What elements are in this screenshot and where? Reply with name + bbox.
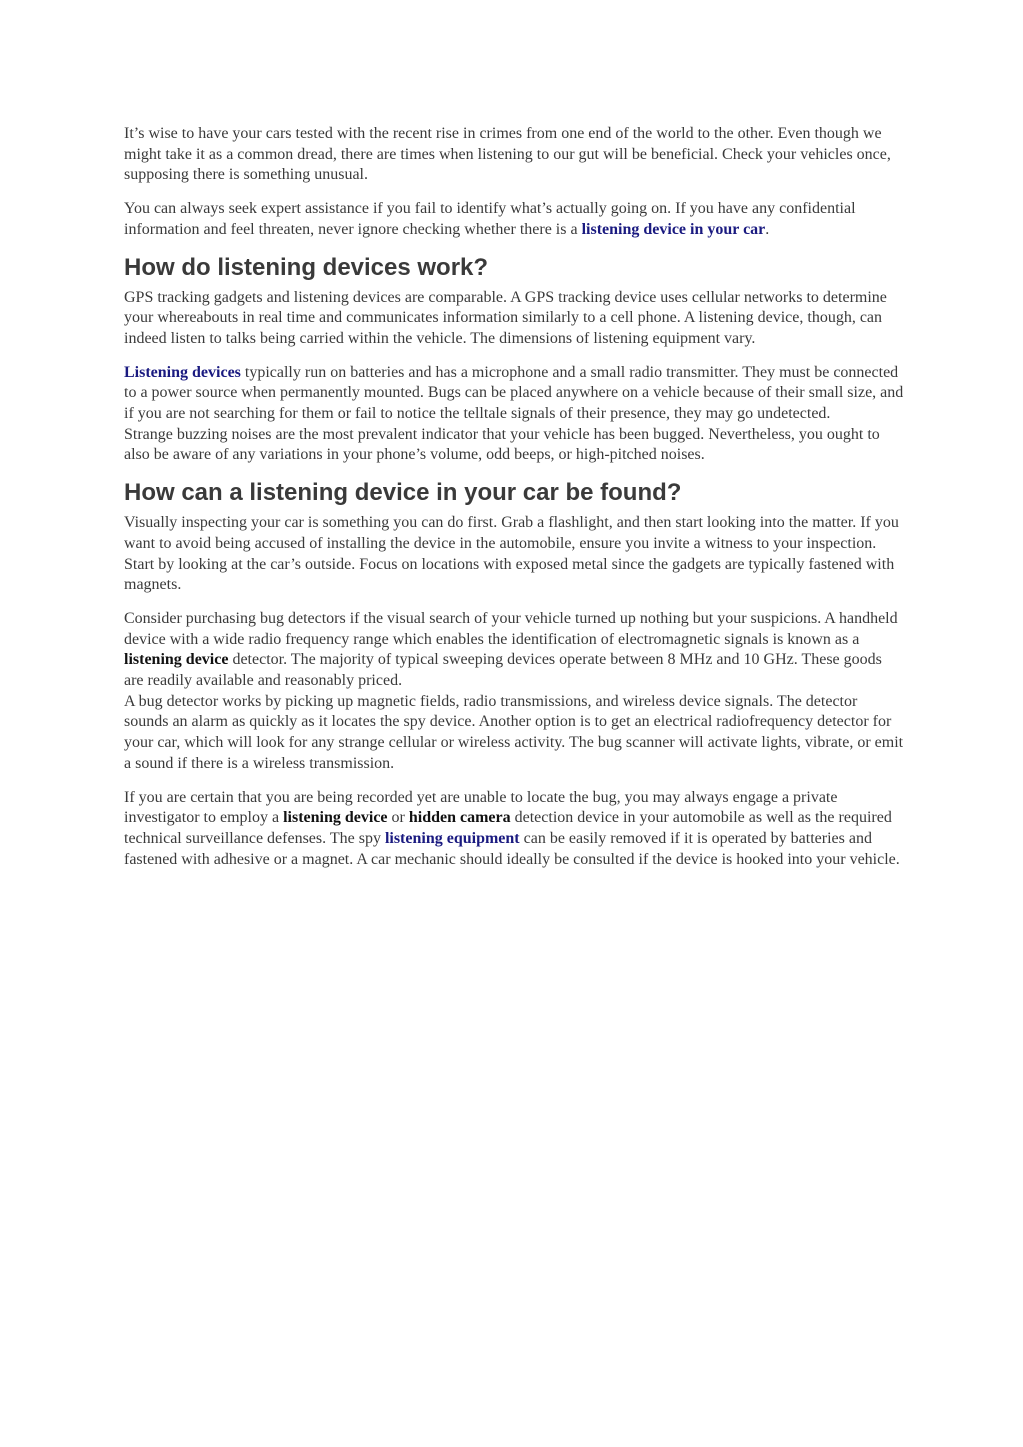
hidden-camera-keyword: hidden camera [408,809,511,827]
listening-device-keyword: listening device [124,651,229,669]
section-2-paragraph-2-text-a: Consider purchasing bug detectors if the visual search of your vehicle turned up nothing but your suspicions. A handheld device with a wide radio frequency range which enables the identification of electromagnetic signals is known as a [124,609,898,648]
section-2-paragraph-3: A bug detector works by picking up magnetic fields, radio transmissions, and wireless device signals. The detector sounds an alarm as quickly as it locates the spy device. Another option is to get an electrical radiofrequency detector for your car, which will look for any strange cellular or wireless activity. The bug scanner will activate lights, vibrate, or emit a sound if there is a wireless transmission. [124,692,904,772]
section-2-paragraph-4 [124,788,904,871]
section-1-paragraph-2-text: typically run on batteries and has a microphone and a small radio transmitter. They must be connected to a power source when permanently mounted. Bugs can be placed anywhere on a vehicle because of their small size, and if you are not searching for them or fail to notice the telltale signals of their presence, they may go undetected. [124,363,904,423]
section-2-paragraph-4-text-d: can be easily removed if it is operated by batteries and fastened with adhesive or a magnet. A car mechanic should ideally be consulted if the device is hooked into your vehicle. [124,829,900,868]
intro-paragraph-2-text: You can always seek expert assistance if you fail to identify what’s actually going on. If you have any confidential information and feel threaten, never ignore checking whether there is a [124,200,856,238]
section-2-paragraph-2-text-b: detector. The majority of typical sweeping devices operate between 8 MHz and 10 GHz. These goods are readily available and reasonably priced. [124,651,882,690]
section-2-heading: How can a listening device in your car be found? [124,479,682,507]
section-1-paragraph-3: Strange buzzing noises are the most prevalent indicator that your vehicle has been bugged. Nevertheless, you ought to also be aware of any variations in your phone’s volume, odd beeps, or high-pitched noises. [124,425,880,464]
section-1-paragraph-1: GPS tracking gadgets and listening devices are comparable. A GPS tracking device uses cellular networks to determine your whereabouts in real time and communicates information similarly to a cell phone. A listening device, though, can indeed listen to talks being carried within the vehicle. The dimensions of listening equipment vary. [124,288,887,347]
document-page [124,124,904,883]
intro-paragraph-1: It’s wise to have your cars tested with the recent rise in crimes from one end of the world to the other. Even though we might take it as a common dread, there are times when listening to our gut will be beneficial. Check your vehicles once, supposing there is something unusual. [124,125,891,184]
listening-devices-link[interactable]: Listening devices [124,363,241,381]
section-1-paragraph-2 [124,363,904,425]
section-1-heading: How do listening devices work? [124,253,489,281]
listening-device-keyword-2: listening device [283,809,388,827]
section-2-paragraph-4-text-a: If you are certain that you are being recorded yet are unable to locate the bug, you may always engage a private investigator to employ a [124,788,838,827]
section-2-paragraph-4-text-c: detection device in your automobile as well as the required technical surveillance defenses. The spy [124,809,892,847]
intro-paragraph-2 [124,199,904,240]
section-2-paragraph-1: Visually inspecting your car is something you can do first. Grab a flashlight, and then start looking into the matter. If you want to avoid being accused of installing the device in the automobile, ensure you invite a witness to your inspection. Start by looking at the car’s outside. Focus on locations with exposed metal since the gadgets are typically fastened with magnets. [124,514,899,594]
section-2-paragraph-4-text-b: or [387,809,409,827]
listening-equipment-link[interactable]: listening equipment [384,829,520,847]
section-2-paragraph-2 [124,609,904,692]
intro-paragraph-2-end: . [765,220,770,238]
listening-device-in-your-car-link[interactable]: listening device in your car [581,220,766,238]
